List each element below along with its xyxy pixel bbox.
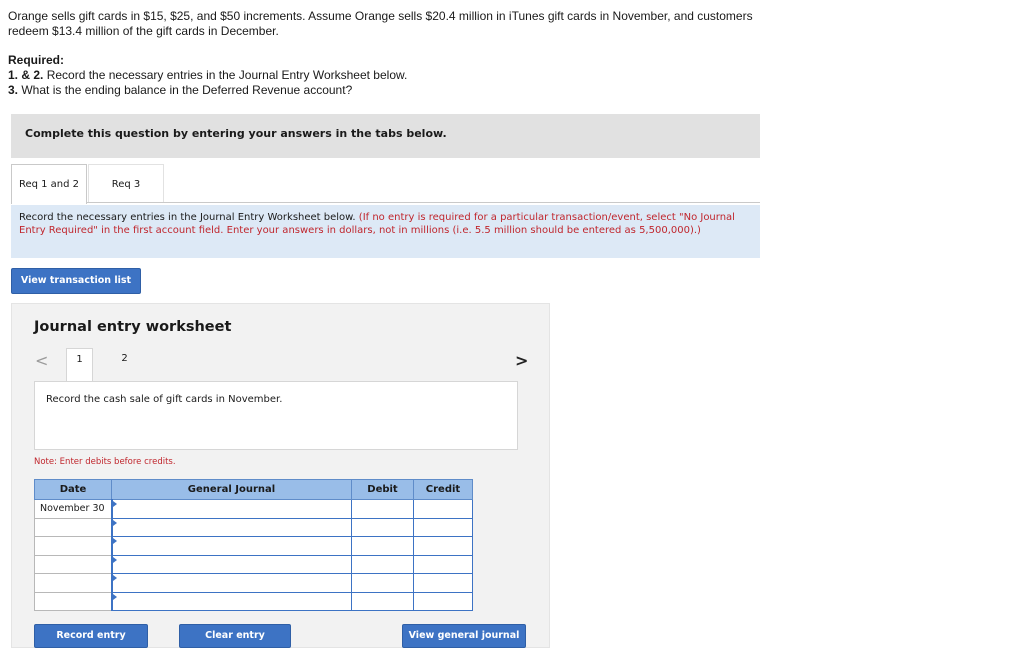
debit-input[interactable]	[352, 537, 414, 556]
credit-input[interactable]	[414, 574, 473, 593]
problem-intro: Orange sells gift cards in $15, $25, and $50 increments. Assume Orange sells $20.4 million in iTunes gift cards in November, and customers redeem $13.4 million of the gift cards in December.	[8, 9, 753, 38]
view-transaction-list-button[interactable]: View transaction list	[11, 268, 141, 294]
dropdown-arrow-icon	[113, 538, 117, 544]
table-row	[35, 555, 473, 574]
required-item-1-text: Record the necessary entries in the Journal Entry Worksheet below.	[46, 68, 408, 82]
tab-req-3[interactable]: Req 3	[88, 164, 164, 203]
credit-input[interactable]	[414, 500, 473, 519]
table-row	[35, 500, 473, 519]
worksheet-title: Journal entry worksheet	[34, 319, 232, 335]
required-heading: Required:	[8, 53, 65, 67]
date-cell[interactable]	[35, 592, 112, 611]
required-item-2-text: What is the ending balance in the Deferred Revenue account?	[21, 83, 353, 97]
credit-input[interactable]	[414, 518, 473, 537]
dropdown-arrow-icon	[113, 557, 117, 563]
debit-input[interactable]	[352, 574, 414, 593]
chevron-right-icon[interactable]: >	[515, 351, 529, 370]
required-section	[8, 53, 407, 98]
date-cell[interactable]	[35, 555, 112, 574]
date-cell[interactable]	[35, 518, 112, 537]
dropdown-arrow-icon	[113, 520, 117, 526]
tab-divider	[87, 202, 760, 203]
debit-column-header: Debit	[352, 480, 414, 500]
transaction-description-text: Record the cash sale of gift cards in November.	[46, 394, 283, 405]
table-row	[35, 518, 473, 537]
debit-input[interactable]	[352, 500, 414, 519]
clear-entry-button[interactable]: Clear entry	[179, 624, 291, 648]
account-select[interactable]	[112, 537, 352, 556]
account-select[interactable]	[112, 518, 352, 537]
instructions-main: Record the necessary entries in the Journal Entry Worksheet below.	[19, 212, 356, 223]
worksheet-page-1[interactable]: 1	[66, 348, 93, 382]
journal-table	[34, 479, 473, 611]
record-entry-button[interactable]: Record entry	[34, 624, 148, 648]
debit-input[interactable]	[352, 592, 414, 611]
table-row	[35, 574, 473, 593]
dropdown-arrow-icon	[113, 594, 117, 600]
required-item-2	[8, 83, 407, 98]
date-cell[interactable]: November 30	[35, 500, 112, 519]
debit-input[interactable]	[352, 518, 414, 537]
journal-header-row	[35, 480, 473, 500]
date-column-header: Date	[35, 480, 112, 500]
dropdown-arrow-icon	[113, 575, 117, 581]
table-row	[35, 537, 473, 556]
account-select[interactable]	[112, 574, 352, 593]
required-item-1-number: 1. & 2.	[8, 68, 44, 82]
chevron-left-icon[interactable]: <	[35, 351, 49, 370]
date-cell[interactable]	[35, 574, 112, 593]
worksheet-page-2[interactable]: 2	[121, 353, 128, 364]
date-cell[interactable]	[35, 537, 112, 556]
required-item-2-number: 3.	[8, 83, 19, 97]
debits-note: Note: Enter debits before credits.	[34, 457, 176, 467]
journal-entry-worksheet	[11, 303, 550, 648]
dropdown-arrow-icon	[113, 501, 117, 507]
transaction-description	[34, 381, 518, 450]
debit-input[interactable]	[352, 555, 414, 574]
account-select[interactable]	[112, 500, 352, 519]
view-general-journal-button[interactable]: View general journal	[402, 624, 526, 648]
table-row	[35, 592, 473, 611]
instructions-note: (If no entry is required for a particular transaction/event, select "No Journal Entry Required" in the first account field. Enter your answers in dollars, not in millions (i.e. 5.5 million should be entered as 5,500,000).)	[19, 212, 735, 236]
general-journal-column-header: General Journal	[112, 480, 352, 500]
account-select[interactable]	[112, 592, 352, 611]
credit-input[interactable]	[414, 537, 473, 556]
credit-column-header: Credit	[414, 480, 473, 500]
account-select[interactable]	[112, 555, 352, 574]
credit-input[interactable]	[414, 592, 473, 611]
tab-req-1-and-2[interactable]: Req 1 and 2	[11, 164, 87, 204]
instructions-banner: Complete this question by entering your answers in the tabs below.	[11, 114, 760, 158]
tab-instructions	[11, 205, 760, 258]
credit-input[interactable]	[414, 555, 473, 574]
required-item-1	[8, 68, 407, 83]
